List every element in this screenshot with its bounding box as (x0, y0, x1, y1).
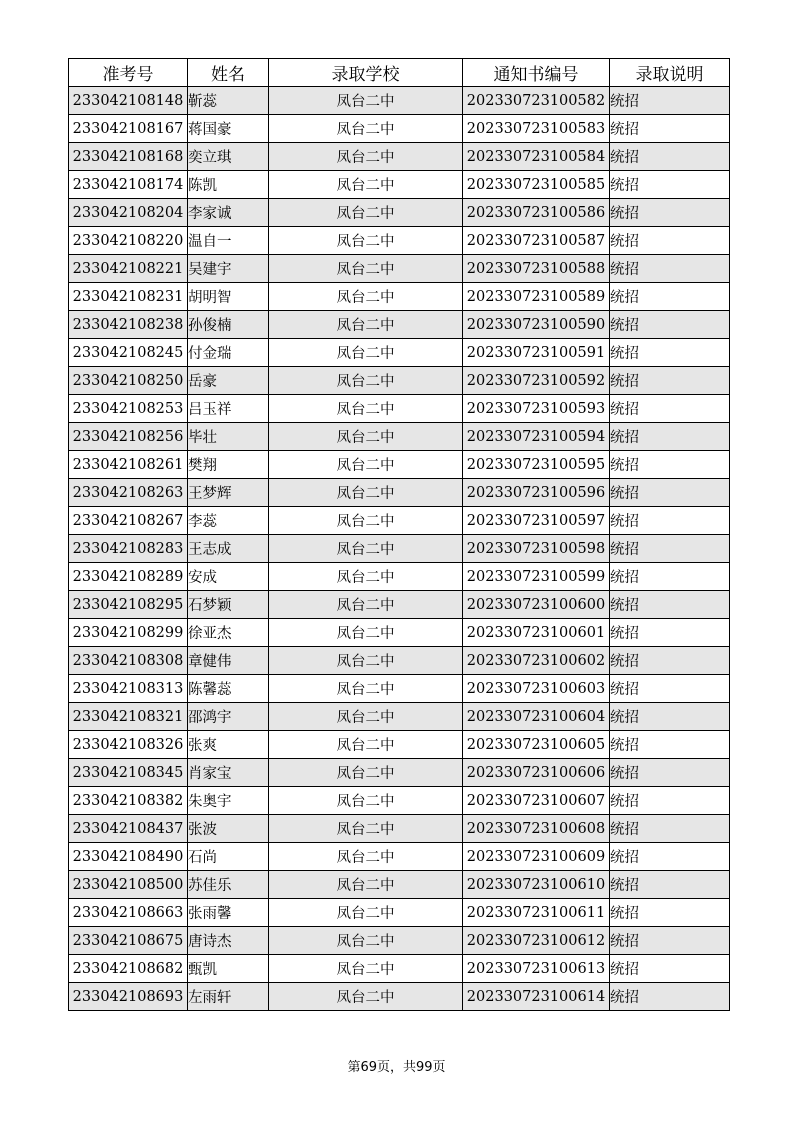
cell-admission-note: 统招 (610, 899, 730, 927)
cell-school: 凤台二中 (269, 171, 463, 199)
header-school: 录取学校 (269, 59, 463, 87)
table-row (69, 647, 730, 675)
cell-admission-note: 统招 (610, 647, 730, 675)
cell-exam-id: 233042108267 (69, 507, 188, 535)
table-row (69, 759, 730, 787)
cell-admission-note: 统招 (610, 955, 730, 983)
cell-name: 张波 (188, 815, 269, 843)
table-body (69, 87, 730, 1011)
cell-admission-note: 统招 (610, 171, 730, 199)
cell-exam-id: 233042108174 (69, 171, 188, 199)
cell-school: 凤台二中 (269, 227, 463, 255)
cell-name: 靳蕊 (188, 87, 269, 115)
cell-school: 凤台二中 (269, 871, 463, 899)
cell-name: 毕壮 (188, 423, 269, 451)
cell-school: 凤台二中 (269, 311, 463, 339)
cell-admission-note: 统招 (610, 843, 730, 871)
cell-name: 张爽 (188, 731, 269, 759)
cell-exam-id: 233042108256 (69, 423, 188, 451)
cell-notice-number: 202330723100587 (463, 227, 610, 255)
cell-exam-id: 233042108289 (69, 563, 188, 591)
cell-admission-note: 统招 (610, 731, 730, 759)
cell-exam-id: 233042108295 (69, 591, 188, 619)
page-footer: 第69页，共99页 (347, 1060, 446, 1075)
cell-school: 凤台二中 (269, 647, 463, 675)
cell-school: 凤台二中 (269, 815, 463, 843)
cell-name: 徐亚杰 (188, 619, 269, 647)
cell-notice-number: 202330723100613 (463, 955, 610, 983)
cell-exam-id: 233042108326 (69, 731, 188, 759)
cell-notice-number: 202330723100592 (463, 367, 610, 395)
cell-name: 李家诚 (188, 199, 269, 227)
cell-exam-id: 233042108221 (69, 255, 188, 283)
cell-name: 张雨馨 (188, 899, 269, 927)
cell-school: 凤台二中 (269, 591, 463, 619)
cell-school: 凤台二中 (269, 255, 463, 283)
table-row (69, 451, 730, 479)
admission-table (68, 58, 730, 1011)
cell-notice-number: 202330723100586 (463, 199, 610, 227)
cell-notice-number: 202330723100606 (463, 759, 610, 787)
table-row (69, 871, 730, 899)
table-row (69, 787, 730, 815)
cell-notice-number: 202330723100610 (463, 871, 610, 899)
cell-exam-id: 233042108253 (69, 395, 188, 423)
cell-school: 凤台二中 (269, 787, 463, 815)
cell-admission-note: 统招 (610, 227, 730, 255)
cell-admission-note: 统招 (610, 563, 730, 591)
cell-notice-number: 202330723100594 (463, 423, 610, 451)
cell-admission-note: 统招 (610, 87, 730, 115)
table-row (69, 983, 730, 1011)
cell-name: 陈馨蕊 (188, 675, 269, 703)
cell-exam-id: 233042108321 (69, 703, 188, 731)
cell-school: 凤台二中 (269, 367, 463, 395)
cell-exam-id: 233042108231 (69, 283, 188, 311)
table-row (69, 395, 730, 423)
cell-school: 凤台二中 (269, 283, 463, 311)
cell-name: 陈凯 (188, 171, 269, 199)
cell-name: 苏佳乐 (188, 871, 269, 899)
table-row (69, 927, 730, 955)
table-header-row (69, 59, 730, 87)
cell-name: 肖家宝 (188, 759, 269, 787)
cell-name: 奕立琪 (188, 143, 269, 171)
cell-notice-number: 202330723100590 (463, 311, 610, 339)
table-row (69, 675, 730, 703)
cell-exam-id: 233042108299 (69, 619, 188, 647)
table-row (69, 955, 730, 983)
table-row (69, 143, 730, 171)
cell-notice-number: 202330723100598 (463, 535, 610, 563)
cell-notice-number: 202330723100585 (463, 171, 610, 199)
table-row (69, 563, 730, 591)
cell-notice-number: 202330723100607 (463, 787, 610, 815)
table-row (69, 619, 730, 647)
cell-name: 王梦辉 (188, 479, 269, 507)
cell-notice-number: 202330723100583 (463, 115, 610, 143)
cell-exam-id: 233042108238 (69, 311, 188, 339)
cell-notice-number: 202330723100588 (463, 255, 610, 283)
cell-notice-number: 202330723100584 (463, 143, 610, 171)
cell-admission-note: 统招 (610, 591, 730, 619)
cell-school: 凤台二中 (269, 927, 463, 955)
cell-name: 左雨轩 (188, 983, 269, 1011)
cell-name: 温自一 (188, 227, 269, 255)
cell-exam-id: 233042108308 (69, 647, 188, 675)
cell-exam-id: 233042108220 (69, 227, 188, 255)
cell-notice-number: 202330723100595 (463, 451, 610, 479)
cell-admission-note: 统招 (610, 815, 730, 843)
cell-notice-number: 202330723100601 (463, 619, 610, 647)
cell-exam-id: 233042108167 (69, 115, 188, 143)
cell-admission-note: 统招 (610, 983, 730, 1011)
cell-name: 王志成 (188, 535, 269, 563)
cell-school: 凤台二中 (269, 87, 463, 115)
cell-admission-note: 统招 (610, 395, 730, 423)
cell-exam-id: 233042108382 (69, 787, 188, 815)
cell-school: 凤台二中 (269, 703, 463, 731)
cell-notice-number: 202330723100597 (463, 507, 610, 535)
table-row (69, 87, 730, 115)
cell-admission-note: 统招 (610, 339, 730, 367)
cell-exam-id: 233042108263 (69, 479, 188, 507)
cell-notice-number: 202330723100589 (463, 283, 610, 311)
table-row (69, 703, 730, 731)
cell-school: 凤台二中 (269, 843, 463, 871)
cell-exam-id: 233042108437 (69, 815, 188, 843)
cell-name: 石尚 (188, 843, 269, 871)
cell-admission-note: 统招 (610, 451, 730, 479)
cell-exam-id: 233042108148 (69, 87, 188, 115)
cell-school: 凤台二中 (269, 563, 463, 591)
cell-exam-id: 233042108283 (69, 535, 188, 563)
cell-notice-number: 202330723100603 (463, 675, 610, 703)
cell-name: 吕玉祥 (188, 395, 269, 423)
table-row (69, 899, 730, 927)
cell-exam-id: 233042108675 (69, 927, 188, 955)
cell-notice-number: 202330723100600 (463, 591, 610, 619)
cell-admission-note: 统招 (610, 927, 730, 955)
table-row (69, 171, 730, 199)
cell-notice-number: 202330723100612 (463, 927, 610, 955)
cell-admission-note: 统招 (610, 675, 730, 703)
cell-name: 付金瑞 (188, 339, 269, 367)
table-row (69, 423, 730, 451)
header-admission-note: 录取说明 (610, 59, 730, 87)
cell-school: 凤台二中 (269, 451, 463, 479)
cell-admission-note: 统招 (610, 479, 730, 507)
cell-admission-note: 统招 (610, 871, 730, 899)
cell-notice-number: 202330723100611 (463, 899, 610, 927)
cell-notice-number: 202330723100582 (463, 87, 610, 115)
cell-school: 凤台二中 (269, 199, 463, 227)
cell-admission-note: 统招 (610, 423, 730, 451)
table-row (69, 115, 730, 143)
cell-name: 石梦颖 (188, 591, 269, 619)
table-row (69, 479, 730, 507)
cell-name: 章健伟 (188, 647, 269, 675)
cell-notice-number: 202330723100614 (463, 983, 610, 1011)
cell-notice-number: 202330723100608 (463, 815, 610, 843)
table-row (69, 591, 730, 619)
cell-exam-id: 233042108500 (69, 871, 188, 899)
cell-school: 凤台二中 (269, 423, 463, 451)
cell-name: 唐诗杰 (188, 927, 269, 955)
header-name: 姓名 (188, 59, 269, 87)
cell-exam-id: 233042108204 (69, 199, 188, 227)
cell-admission-note: 统招 (610, 787, 730, 815)
cell-name: 李蕊 (188, 507, 269, 535)
cell-exam-id: 233042108682 (69, 955, 188, 983)
cell-exam-id: 233042108693 (69, 983, 188, 1011)
cell-name: 甄凯 (188, 955, 269, 983)
table-row (69, 731, 730, 759)
table-row (69, 227, 730, 255)
cell-admission-note: 统招 (610, 507, 730, 535)
cell-name: 胡明智 (188, 283, 269, 311)
table-row (69, 507, 730, 535)
table-row (69, 339, 730, 367)
cell-exam-id: 233042108663 (69, 899, 188, 927)
cell-exam-id: 233042108245 (69, 339, 188, 367)
cell-admission-note: 统招 (610, 759, 730, 787)
cell-admission-note: 统招 (610, 199, 730, 227)
cell-admission-note: 统招 (610, 283, 730, 311)
cell-notice-number: 202330723100602 (463, 647, 610, 675)
cell-admission-note: 统招 (610, 703, 730, 731)
table-row (69, 255, 730, 283)
cell-exam-id: 233042108250 (69, 367, 188, 395)
cell-school: 凤台二中 (269, 899, 463, 927)
cell-notice-number: 202330723100609 (463, 843, 610, 871)
cell-school: 凤台二中 (269, 479, 463, 507)
cell-exam-id: 233042108313 (69, 675, 188, 703)
header-exam-id: 准考号 (69, 59, 188, 87)
table-row (69, 535, 730, 563)
cell-exam-id: 233042108168 (69, 143, 188, 171)
cell-name: 孙俊楠 (188, 311, 269, 339)
cell-school: 凤台二中 (269, 759, 463, 787)
cell-admission-note: 统招 (610, 115, 730, 143)
cell-admission-note: 统招 (610, 143, 730, 171)
cell-exam-id: 233042108261 (69, 451, 188, 479)
cell-name: 安成 (188, 563, 269, 591)
cell-school: 凤台二中 (269, 339, 463, 367)
table-row (69, 199, 730, 227)
cell-name: 邵鸿宇 (188, 703, 269, 731)
table-row (69, 815, 730, 843)
table-row (69, 843, 730, 871)
cell-school: 凤台二中 (269, 115, 463, 143)
cell-name: 吴建宇 (188, 255, 269, 283)
header-notice-number: 通知书编号 (463, 59, 610, 87)
cell-name: 蒋国豪 (188, 115, 269, 143)
cell-name: 朱奥宇 (188, 787, 269, 815)
cell-admission-note: 统招 (610, 619, 730, 647)
cell-notice-number: 202330723100593 (463, 395, 610, 423)
cell-name: 樊翔 (188, 451, 269, 479)
cell-school: 凤台二中 (269, 619, 463, 647)
cell-school: 凤台二中 (269, 507, 463, 535)
cell-admission-note: 统招 (610, 255, 730, 283)
cell-school: 凤台二中 (269, 983, 463, 1011)
cell-school: 凤台二中 (269, 675, 463, 703)
cell-school: 凤台二中 (269, 395, 463, 423)
cell-school: 凤台二中 (269, 731, 463, 759)
cell-school: 凤台二中 (269, 955, 463, 983)
cell-admission-note: 统招 (610, 311, 730, 339)
table-row (69, 311, 730, 339)
table-row (69, 367, 730, 395)
cell-notice-number: 202330723100596 (463, 479, 610, 507)
cell-notice-number: 202330723100605 (463, 731, 610, 759)
table-row (69, 283, 730, 311)
cell-notice-number: 202330723100599 (463, 563, 610, 591)
cell-admission-note: 统招 (610, 367, 730, 395)
cell-admission-note: 统招 (610, 535, 730, 563)
cell-school: 凤台二中 (269, 535, 463, 563)
cell-notice-number: 202330723100591 (463, 339, 610, 367)
cell-exam-id: 233042108345 (69, 759, 188, 787)
cell-name: 岳豪 (188, 367, 269, 395)
cell-notice-number: 202330723100604 (463, 703, 610, 731)
cell-exam-id: 233042108490 (69, 843, 188, 871)
cell-school: 凤台二中 (269, 143, 463, 171)
